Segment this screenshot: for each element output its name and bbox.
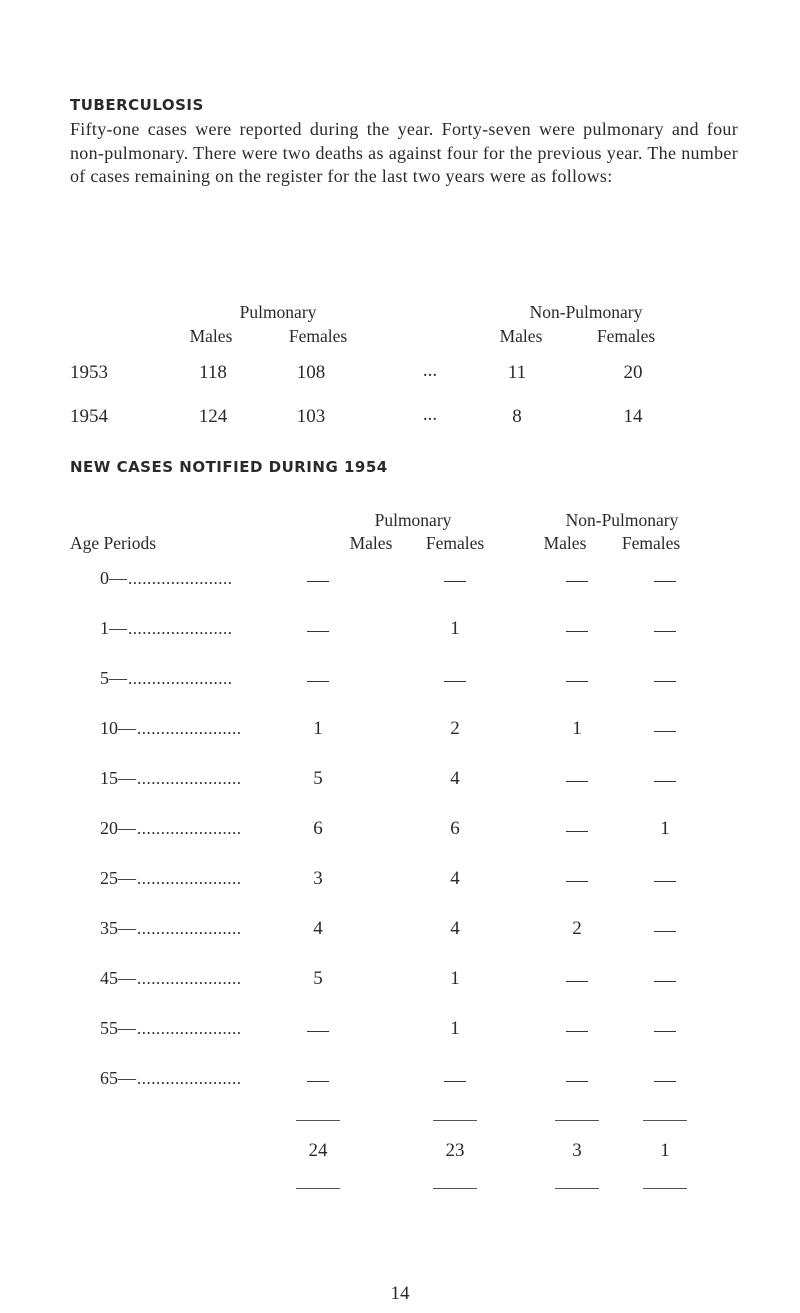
table-cell: 5 [313,768,323,789]
empty-cell-dash [654,731,676,732]
empty-cell-dash [654,931,676,932]
table-cell: 108 [296,362,326,383]
age-period-label: 65— [100,1068,136,1088]
total-rule [643,1120,687,1121]
dotted-leader: ...................... [137,1019,242,1038]
empty-cell-dash [654,881,676,882]
total-cell: 24 [308,1140,328,1161]
empty-cell-dash [444,581,466,582]
table-cell: 1 [572,718,582,739]
dotted-leader: ...................... [137,969,242,988]
table-cell: 118 [199,362,227,383]
age-period-label: 15— [100,768,136,788]
sub-header: Females [288,326,348,346]
table-cell: 1 [660,818,670,839]
table-cell: 1 [313,718,323,739]
empty-cell-dash [307,1031,329,1032]
sub-header: Males [189,326,233,346]
empty-cell-dash [654,1081,676,1082]
empty-cell-dash [566,831,588,832]
age-period-label: 10— [100,718,136,738]
dotted-leader: ...................... [137,719,242,738]
empty-cell-dash [566,581,588,582]
empty-cell-dash [444,1081,466,1082]
dotted-leader: ...................... [128,569,233,588]
table-cell: 6 [450,818,460,839]
dotted-leader: ...................... [137,919,242,938]
total-rule [296,1188,340,1189]
section-heading-tuberculosis: TUBERCULOSIS [70,96,204,114]
sub-header: Females [596,326,656,346]
table-cell: 2 [450,718,460,739]
table-cell: 1 [450,1018,460,1039]
dotted-leader: ...................... [137,869,242,888]
table-cell: 4 [450,868,460,889]
row-header-age-periods: Age Periods [70,533,157,553]
total-rule [296,1120,340,1121]
empty-cell-dash [654,781,676,782]
table-cell: 14 [623,406,643,427]
empty-cell-dash [307,1081,329,1082]
table-cell: 11 [507,362,527,383]
table-cell: 4 [313,918,323,939]
page-number: 14 [390,1283,410,1304]
age-period-label: 0— [100,568,127,588]
table-cell: 1 [450,618,460,639]
section-heading-new-cases: NEW CASES NOTIFIED DURING 1954 [70,458,388,476]
sub-header: Males [349,533,393,553]
empty-cell-dash [654,681,676,682]
empty-cell-dash [566,631,588,632]
age-period-label: 35— [100,918,136,938]
empty-cell-dash [307,681,329,682]
empty-cell-dash [307,631,329,632]
age-period-label: 25— [100,868,136,888]
separator-ellipsis: ... [422,360,438,381]
empty-cell-dash [566,681,588,682]
table-cell: 103 [296,406,326,427]
table-cell: 8 [512,406,522,427]
sub-header: Males [499,326,543,346]
empty-cell-dash [654,981,676,982]
dotted-leader: ...................... [128,619,233,638]
empty-cell-dash [654,1031,676,1032]
empty-cell-dash [566,781,588,782]
sub-header: Females [621,533,681,553]
table-cell: 1 [450,968,460,989]
total-rule [555,1188,599,1189]
dotted-leader: ...................... [137,819,242,838]
empty-cell-dash [307,581,329,582]
year-label: 1954 [70,406,108,427]
age-period-label: 55— [100,1018,136,1038]
empty-cell-dash [566,1081,588,1082]
age-period-label: 20— [100,818,136,838]
separator-ellipsis: ... [422,404,438,425]
total-cell: 1 [660,1140,670,1161]
empty-cell-dash [566,981,588,982]
age-period-label: 45— [100,968,136,988]
total-rule [433,1120,477,1121]
group-header-pulmonary: Pulmonary [374,510,452,530]
table-cell: 3 [313,868,323,889]
group-header-non-pulmonary: Non-Pulmonary [529,302,643,322]
empty-cell-dash [654,631,676,632]
group-header-pulmonary: Pulmonary [239,302,317,322]
total-rule [555,1120,599,1121]
dotted-leader: ...................... [137,769,242,788]
empty-cell-dash [444,681,466,682]
table-cell: 5 [313,968,323,989]
table-cell: 124 [198,406,228,427]
table-cell: 6 [313,818,323,839]
table-cell: 20 [623,362,643,383]
dotted-leader: ...................... [137,1069,242,1088]
dotted-leader: ...................... [128,669,233,688]
intro-paragraph: Fifty-one cases were reported during the year. Forty-seven were pulmonary and four non-pulmonary. There were two deaths as against four for the previous year. The number of cases remaining on the register for the last two years were as follows: [70,119,738,186]
empty-cell-dash [566,1031,588,1032]
sub-header: Males [543,533,587,553]
year-label: 1953 [70,362,108,383]
empty-cell-dash [566,881,588,882]
table-cell: 4 [450,918,460,939]
total-cell: 23 [445,1140,465,1161]
age-period-label: 5— [100,668,127,688]
total-cell: 3 [572,1140,582,1161]
group-header-non-pulmonary: Non-Pulmonary [565,510,679,530]
table-cell: 2 [572,918,582,939]
age-period-label: 1— [100,618,127,638]
total-rule [433,1188,477,1189]
total-rule [643,1188,687,1189]
table-cell: 4 [450,768,460,789]
sub-header: Females [425,533,485,553]
empty-cell-dash [654,581,676,582]
